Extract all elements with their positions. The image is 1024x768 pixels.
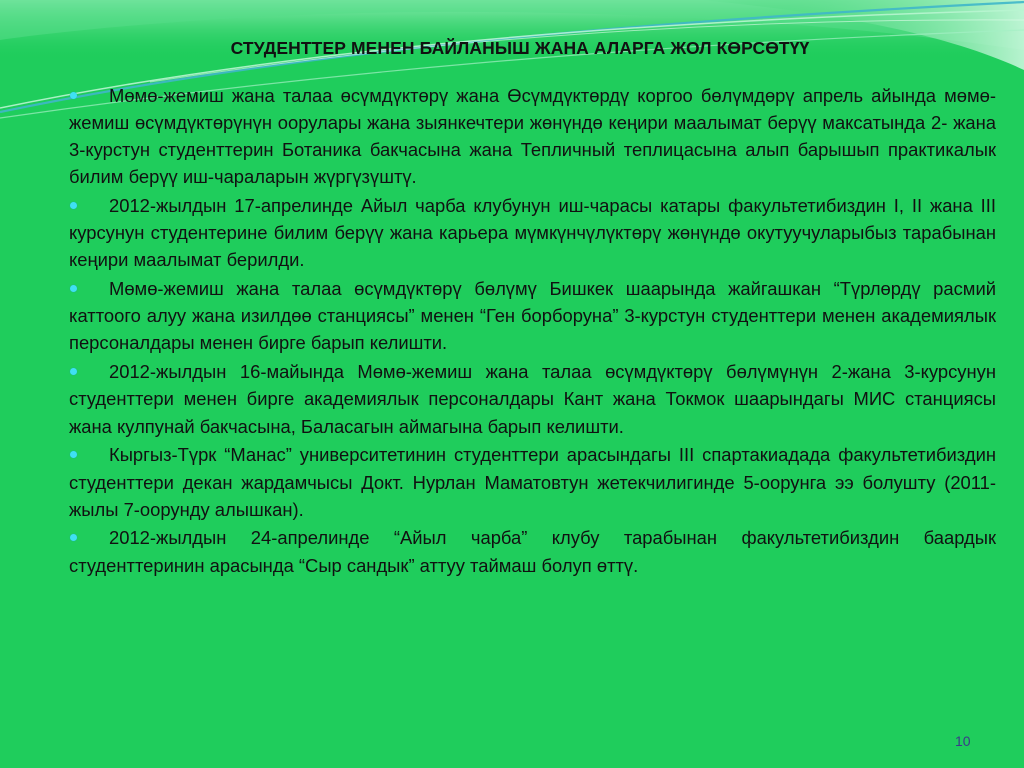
bullet-text: Кыргыз-Түрк “Манас” университетинин студенттери арасындагы III спартакиадада факультетибиздин студенттери декан жардамчысы Докт. Нурлан Маматовтун жетекчилигинде 5-оорунга ээ болушту (2011-жылы 7-оорунду алышкан). [69, 444, 996, 520]
bullet-dot-icon [70, 368, 77, 375]
bullet-text: 2012-жылдын 16-майында Мөмө-жемиш жана талаа өсүмдүктөрү бөлүмүнүн 2-жана 3-курсунун студенттери менен бирге академиялык персоналдары Кант жана Токмок шаарындагы МИС станциясы жана кулпунай бакчасына, Баласагын аймагына барып келишти. [69, 361, 996, 437]
bullet-item [69, 192, 996, 273]
page-number: 10 [955, 733, 971, 749]
bullet-dot-icon [70, 534, 77, 541]
bullet-dot-icon [70, 451, 77, 458]
bullet-dot-icon [70, 202, 77, 209]
bullet-item [69, 82, 996, 190]
slide-title: СТУДЕНТТЕР МЕНЕН БАЙЛАНЫШ ЖАНА АЛАРГА ЖОЛ КӨРСӨТҮҮ [230, 38, 810, 58]
bullet-text: Мөмө-жемиш жана талаа өсүмдүктөрү жана Өсүмдүктөрдү коргоо бөлүмдөрү апрель айында мөмө-жемиш өсүмдүктөрүнүн оорулары жана зыянкечтери жөнүндө кеңири маалымат берүү максатында 2- жана 3-курстун студенттерин Ботаника бакчасына жана Тепличный теплицасына алып барышып практикалык билим берүү иш-чараларын жүргүзүштү. [69, 85, 996, 188]
bullet-item [69, 441, 996, 522]
bullet-dot-icon [70, 92, 77, 99]
bullet-dot-icon [70, 285, 77, 292]
bullet-item [69, 358, 996, 439]
bullet-text: Мөмө-жемиш жана талаа өсүмдүктөрү бөлүмү Бишкек шаарында жайгашкан “Түрлөрдү расмий каттоого алуу жана изилдөө станциясы” менен “Ген борборуна” 3-курстун студенттери менен академиялык персоналдары менен бирге барып келишти. [69, 278, 996, 354]
bullet-item [69, 524, 996, 578]
bullet-list [69, 82, 996, 580]
bullet-text: 2012-жылдын 17-апрелинде Айыл чарба клубунун иш-чарасы катары факультетибиздин I, II жана III курсунун студентерине билим берүү жана карьера мүмкүнчүлүктөрү жөнүндө окутуучуларыбыз тарабынан кеңири маалымат берилди. [69, 195, 996, 271]
bullet-text: 2012-жылдын 24-апрелинде “Айыл чарба” клубу тарабынан факультетибиздин баардык студенттеринин арасында “Сыр сандык” аттуу таймаш болуп өттү. [69, 527, 996, 576]
bullet-item [69, 275, 996, 356]
